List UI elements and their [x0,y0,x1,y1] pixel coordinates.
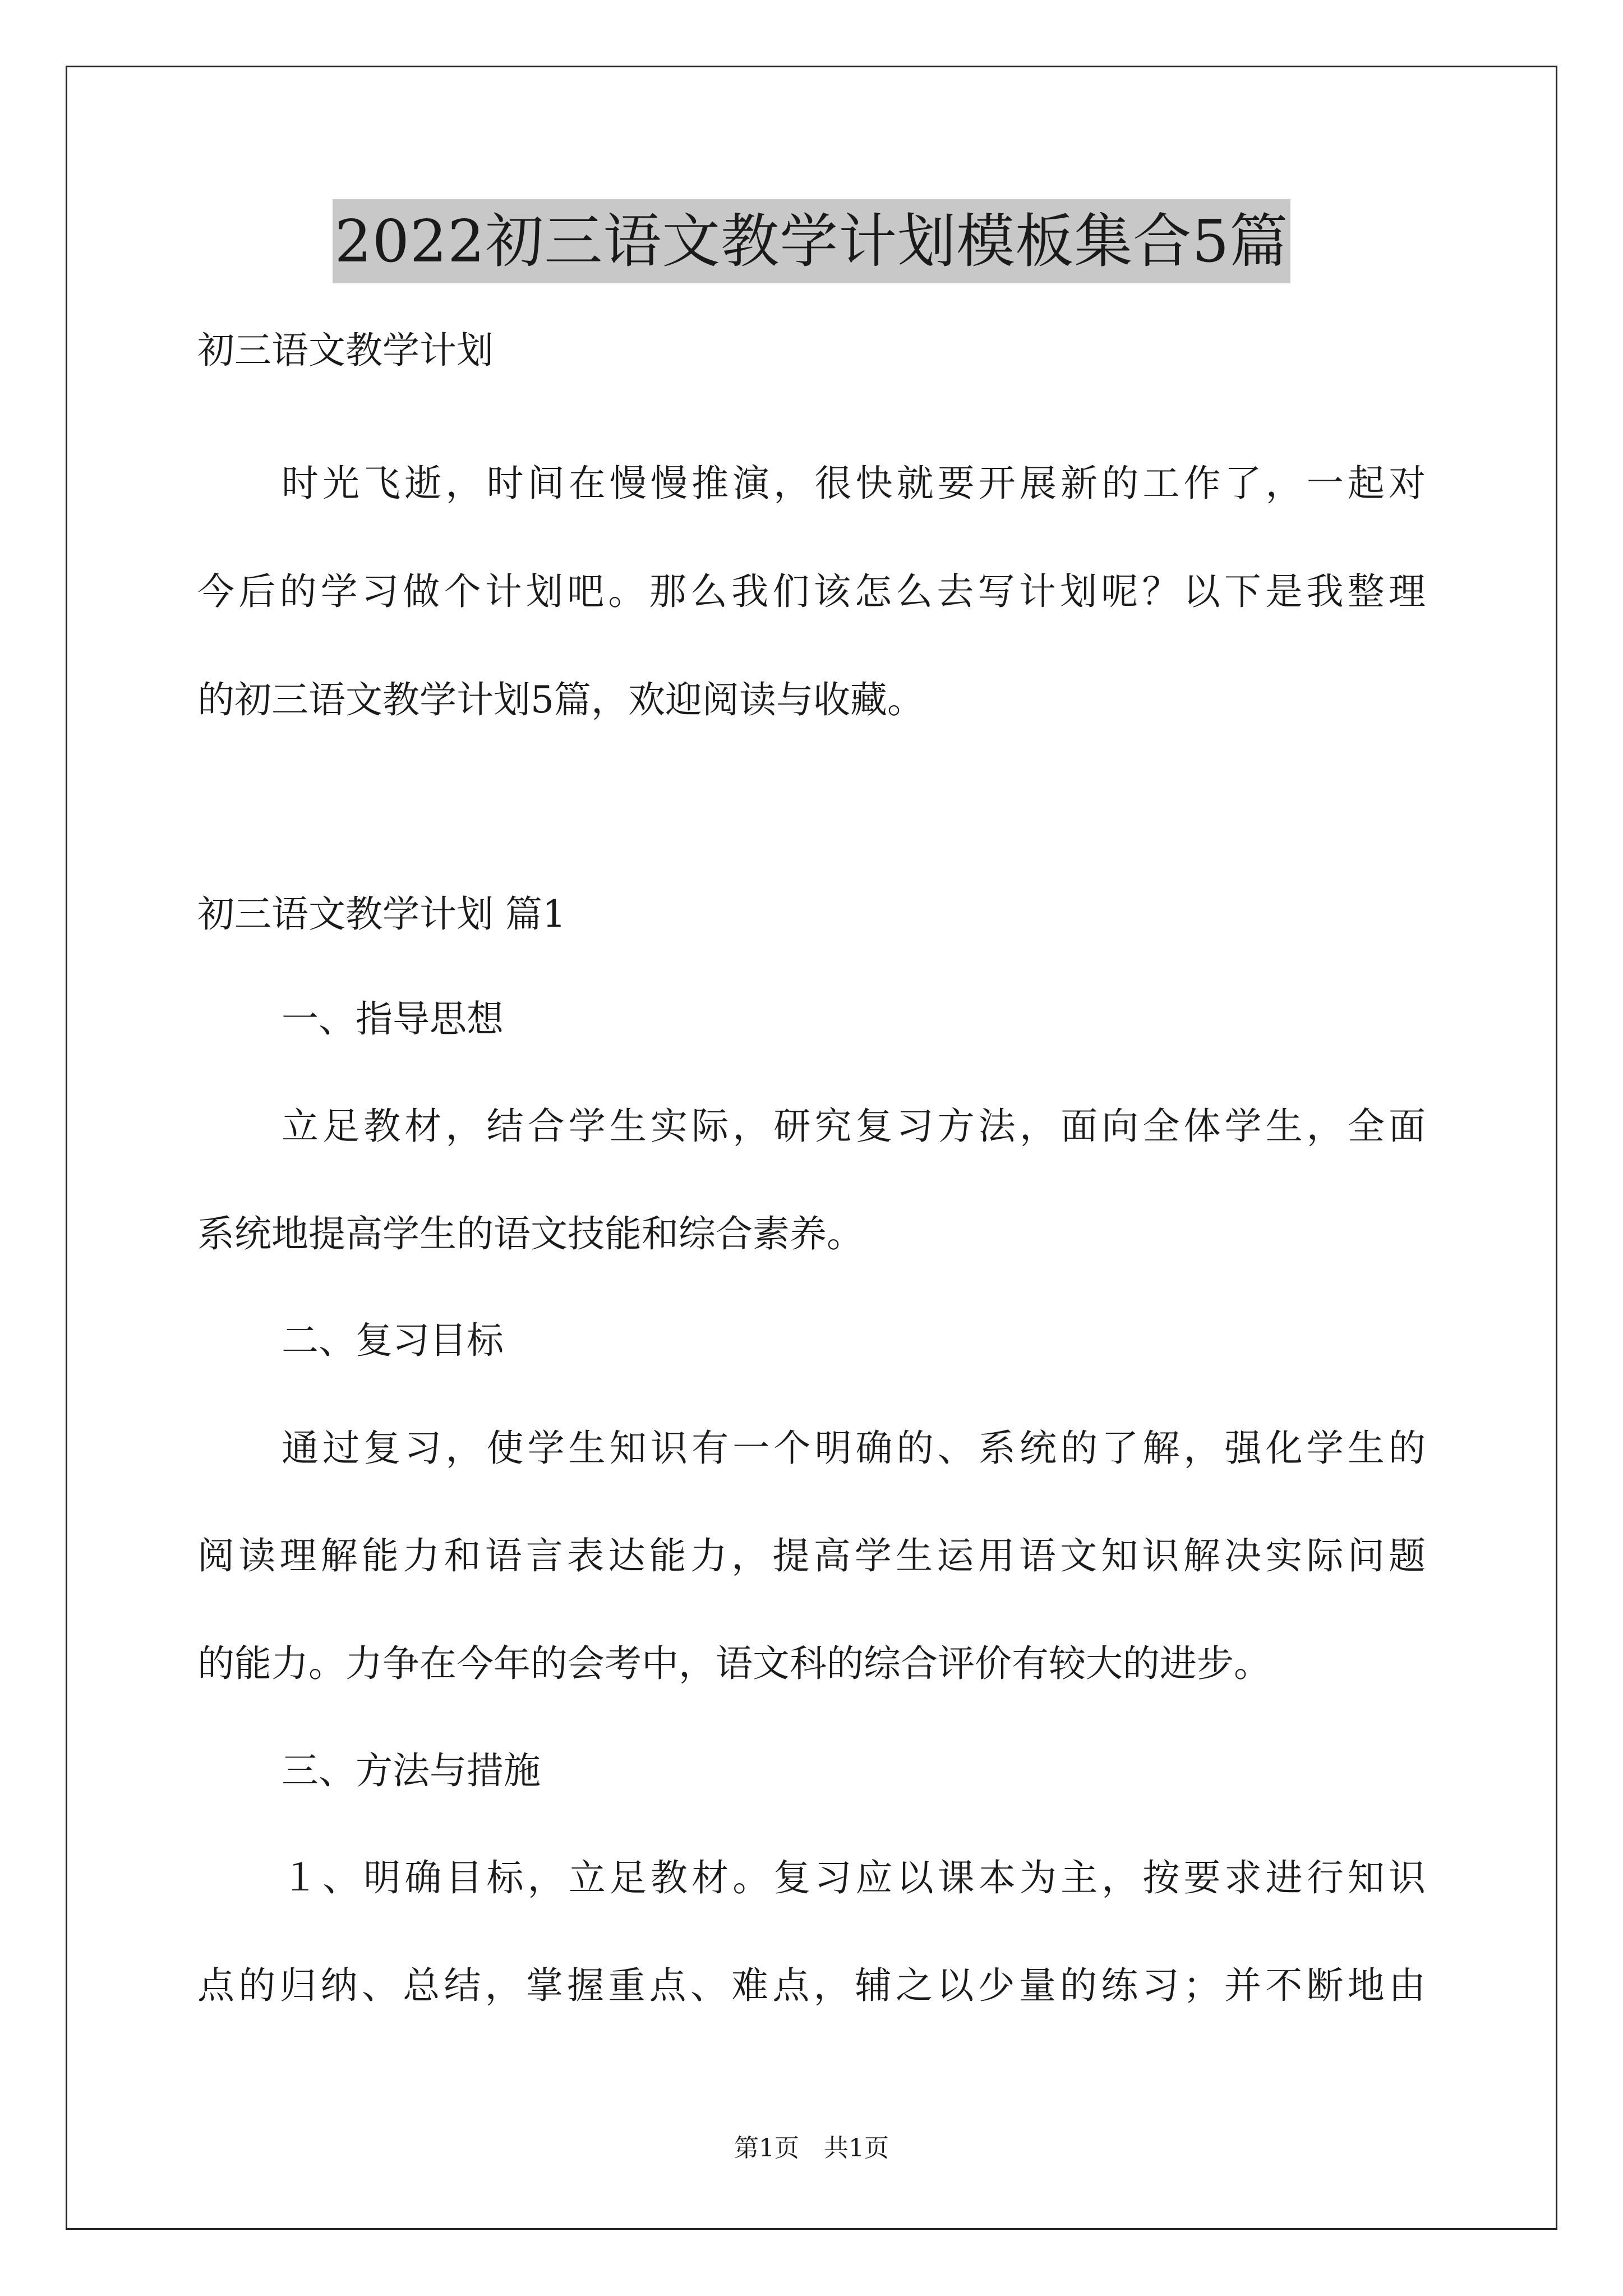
paragraph-line: 阅读理解能力和语言表达能力，提高学生运用语文知识解决实际问题 [197,1534,1426,1577]
paragraph-line: 立足教材，结合学生实际，研究复习方法，面向全体学生，全面 [282,1105,1426,1148]
paragraph-line: 的能力。力争在今年的会考中，语文科的综合评价有较大的进步。 [197,1642,1271,1685]
paragraph-line: 今后的学习做个计划吧。那么我们该怎么去写计划呢？以下是我整理 [197,570,1426,613]
page-footer: 第1页 共1页 [734,2134,889,2162]
paragraph-line: 通过复习，使学生知识有一个明确的、系统的了解，强化学生的 [282,1427,1426,1470]
paragraph-line: 时光飞逝，时间在慢慢推演，很快就要开展新的工作了，一起对 [282,462,1426,505]
section-heading: 初三语文教学计划 [197,329,494,372]
paragraph-line: 点的归纳、总结，掌握重点、难点，辅之以少量的练习；并不断地由 [197,1964,1426,2007]
document-title [0,199,1623,283]
subheading: 三、方法与措施 [282,1749,541,1792]
subheading: 一、指导思想 [282,997,504,1041]
paragraph-line: 的初三语文教学计划5篇，欢迎阅读与收藏。 [197,678,924,721]
paragraph-line: １、明确目标，立足教材。复习应以课本为主，按要求进行知识 [282,1856,1426,1899]
section-heading: 初三语文教学计划 篇1 [197,892,566,936]
subheading: 二、复习目标 [282,1319,504,1362]
document-title-text: 2022初三语文教学计划模板集合5篇 [333,199,1291,283]
paragraph-line: 系统地提高学生的语文技能和综合素养。 [197,1212,864,1255]
